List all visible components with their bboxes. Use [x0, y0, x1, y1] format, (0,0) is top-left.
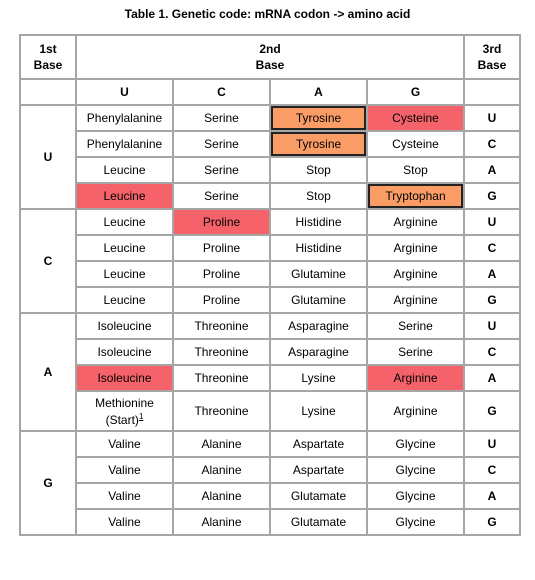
amino-acid-cell [76, 483, 173, 509]
amino-acid-cell [367, 157, 464, 183]
codon-row [20, 287, 520, 313]
amino-acid-box [174, 484, 269, 508]
amino-acid-box [271, 314, 366, 338]
third-base-label: C [464, 235, 520, 261]
third-base-label: A [464, 483, 520, 509]
amino-acid-box [271, 510, 366, 534]
amino-acid-cell [367, 209, 464, 235]
amino-acid-name: Alanine [201, 463, 242, 477]
amino-acid-name: Methionine [95, 395, 154, 410]
third-base-label: G [464, 183, 520, 209]
amino-acid-box [271, 262, 366, 286]
amino-acid-name: Glutamine [291, 293, 346, 307]
amino-acid-cell [270, 365, 367, 391]
amino-acid-box [174, 366, 269, 390]
amino-acid-cell [76, 431, 173, 457]
amino-acid-box [368, 210, 463, 234]
codon-row [20, 365, 520, 391]
amino-acid-name: Leucine [103, 241, 146, 255]
amino-acid-name: Threonine [194, 404, 249, 418]
amino-acid-name: Serine [204, 137, 239, 151]
amino-acid-box [174, 288, 269, 312]
amino-acid-name: Glycine [395, 515, 436, 529]
amino-acid-name: Stop [306, 163, 331, 177]
amino-acid-cell [270, 313, 367, 339]
amino-acid-box [368, 236, 463, 260]
amino-acid-highlight [271, 132, 366, 156]
amino-acid-name: Arginine [393, 293, 438, 307]
third-base-header [464, 35, 520, 79]
second-base-header-line2: Base [255, 58, 285, 72]
amino-acid-box [368, 314, 463, 338]
amino-acid-cell [367, 339, 464, 365]
third-base-label: A [464, 261, 520, 287]
amino-acid-cell [270, 261, 367, 287]
amino-acid-box [77, 458, 172, 482]
amino-acid-name: Asparagine [288, 345, 349, 359]
amino-acid-box [271, 236, 366, 260]
amino-acid-name: Alanine [201, 489, 242, 503]
amino-acid-cell [270, 287, 367, 313]
amino-acid-cell [76, 365, 173, 391]
amino-acid-box [368, 458, 463, 482]
amino-acid-box [368, 262, 463, 286]
amino-acid-cell [173, 431, 270, 457]
amino-acid-cell [173, 261, 270, 287]
amino-acid-box [271, 484, 366, 508]
amino-acid-cell [173, 365, 270, 391]
amino-acid-box [271, 158, 366, 182]
amino-acid-box [174, 458, 269, 482]
amino-acid-name: Isoleucine [97, 319, 152, 333]
codon-row [20, 391, 520, 431]
amino-acid-cell [270, 391, 367, 431]
amino-acid-box [271, 210, 366, 234]
amino-acid-cell [367, 287, 464, 313]
amino-acid-name: Phenylalanine [86, 137, 163, 151]
amino-acid-highlight [174, 210, 269, 234]
amino-acid-box [77, 262, 172, 286]
amino-acid-name: Lysine [301, 371, 336, 385]
amino-acid-name: Cysteine [392, 111, 439, 125]
amino-acid-cell [173, 313, 270, 339]
amino-acid-name: Histidine [295, 215, 342, 229]
third-base-label: U [464, 209, 520, 235]
codon-row [20, 457, 520, 483]
first-base-label: A [20, 313, 76, 431]
amino-acid-cell [367, 131, 464, 157]
amino-acid-name: Valine [108, 515, 141, 529]
amino-acid-name: Glycine [395, 463, 436, 477]
amino-acid-cell [76, 209, 173, 235]
third-base-label: C [464, 457, 520, 483]
second-base-letter: C [173, 79, 270, 105]
amino-acid-name: Proline [202, 241, 241, 255]
amino-acid-cell [173, 339, 270, 365]
codon-row [20, 431, 520, 457]
amino-acid-box [271, 288, 366, 312]
amino-acid-name: Cysteine [392, 137, 439, 151]
amino-acid-cell [367, 391, 464, 431]
amino-acid-box [271, 458, 366, 482]
amino-acid-highlight [368, 184, 463, 208]
amino-acid-cell [76, 509, 173, 535]
amino-acid-name: Lysine [301, 404, 336, 418]
amino-acid-box [77, 106, 172, 130]
amino-acid-cell [270, 157, 367, 183]
codon-row [20, 483, 520, 509]
codon-row [20, 131, 520, 157]
amino-acid-cell [270, 131, 367, 157]
codon-row [20, 509, 520, 535]
amino-acid-cell [173, 391, 270, 431]
amino-acid-box [174, 262, 269, 286]
amino-acid-name: Tyrosine [295, 111, 342, 125]
amino-acid-cell [76, 261, 173, 287]
amino-acid-name: Leucine [103, 163, 146, 177]
amino-acid-box [77, 314, 172, 338]
amino-acid-cell [76, 105, 173, 131]
amino-acid-name: Glycine [395, 437, 436, 451]
amino-acid-cell [173, 457, 270, 483]
blank-header-cell [464, 79, 520, 105]
first-base-label: C [20, 209, 76, 313]
amino-acid-box [368, 432, 463, 456]
amino-acid-box [174, 158, 269, 182]
genetic-code-table [19, 34, 521, 536]
amino-acid-name: Stop [403, 163, 428, 177]
amino-acid-box [77, 432, 172, 456]
codon-row [20, 183, 520, 209]
amino-acid-name: Glutamate [290, 515, 347, 529]
first-base-header-line2: Base [33, 58, 63, 72]
codon-row [20, 261, 520, 287]
amino-acid-highlight [368, 106, 463, 130]
amino-acid-cell [173, 235, 270, 261]
amino-acid-name: Serine [204, 189, 239, 203]
amino-acid-cell [367, 365, 464, 391]
amino-acid-box [77, 340, 172, 364]
amino-acid-cell [76, 391, 173, 431]
blank-header-cell [20, 79, 76, 105]
amino-acid-name: Arginine [393, 267, 438, 281]
amino-acid-box [368, 132, 463, 156]
amino-acid-name: Glycine [395, 489, 436, 503]
amino-acid-name: Glutamate [290, 489, 347, 503]
amino-acid-box [77, 510, 172, 534]
amino-acid-name: Leucine [103, 189, 146, 203]
amino-acid-cell [367, 483, 464, 509]
amino-acid-box [271, 399, 366, 423]
amino-acid-cell [270, 339, 367, 365]
amino-acid-box [174, 184, 269, 208]
third-base-label: U [464, 105, 520, 131]
amino-acid-name: Aspartate [292, 463, 345, 477]
amino-acid-box [77, 132, 172, 156]
amino-acid-cell [173, 157, 270, 183]
amino-acid-cell [367, 261, 464, 287]
second-base-letter: U [76, 79, 173, 105]
amino-acid-name: Glutamine [291, 267, 346, 281]
amino-acid-cell [270, 483, 367, 509]
amino-acid-name: Serine [398, 345, 433, 359]
amino-acid-multiline [95, 396, 154, 427]
amino-acid-cell [76, 131, 173, 157]
amino-acid-cell [270, 105, 367, 131]
amino-acid-cell [367, 105, 464, 131]
amino-acid-cell [270, 509, 367, 535]
amino-acid-cell [76, 339, 173, 365]
amino-acid-cell [76, 457, 173, 483]
amino-acid-name: Tryptophan [385, 189, 446, 203]
amino-acid-box [77, 392, 172, 430]
amino-acid-box [174, 340, 269, 364]
amino-acid-cell [76, 313, 173, 339]
amino-acid-name: Leucine [103, 293, 146, 307]
first-base-label: G [20, 431, 76, 535]
second-base-header [76, 35, 464, 79]
amino-acid-cell [270, 431, 367, 457]
amino-acid-box [174, 399, 269, 423]
amino-acid-cell [270, 457, 367, 483]
amino-acid-box [368, 510, 463, 534]
amino-acid-name: Proline [202, 293, 241, 307]
amino-acid-name: Threonine [194, 319, 249, 333]
amino-acid-name: Proline [202, 215, 241, 229]
amino-acid-name: Serine [204, 163, 239, 177]
amino-acid-name: Isoleucine [97, 371, 152, 385]
amino-acid-cell [367, 183, 464, 209]
amino-acid-cell [76, 157, 173, 183]
amino-acid-cell [367, 509, 464, 535]
codon-row [20, 235, 520, 261]
amino-acid-cell [367, 313, 464, 339]
amino-acid-cell [173, 131, 270, 157]
codon-row [20, 157, 520, 183]
third-base-label: U [464, 431, 520, 457]
amino-acid-name: Leucine [103, 215, 146, 229]
amino-acid-name: Tyrosine [295, 137, 342, 151]
amino-acid-name: Serine [204, 111, 239, 125]
codon-row [20, 209, 520, 235]
codon-row [20, 313, 520, 339]
amino-acid-name: Isoleucine [97, 345, 152, 359]
amino-acid-box [174, 314, 269, 338]
amino-acid-cell [367, 431, 464, 457]
amino-acid-highlight [368, 366, 463, 390]
amino-acid-name: Arginine [393, 404, 438, 418]
second-base-letter: G [367, 79, 464, 105]
amino-acid-box [368, 340, 463, 364]
amino-acid-box [368, 158, 463, 182]
third-base-label: U [464, 313, 520, 339]
third-base-label: G [464, 287, 520, 313]
amino-acid-box [271, 340, 366, 364]
amino-acid-name: Asparagine [288, 319, 349, 333]
amino-acid-box [174, 106, 269, 130]
amino-acid-name: Threonine [194, 345, 249, 359]
amino-acid-cell [270, 235, 367, 261]
amino-acid-note: (Start) [105, 412, 139, 427]
amino-acid-highlight [77, 366, 172, 390]
second-base-header-line1: 2nd [259, 42, 281, 56]
third-base-label: C [464, 339, 520, 365]
amino-acid-box [77, 288, 172, 312]
amino-acid-name: Valine [108, 437, 141, 451]
amino-acid-cell [367, 235, 464, 261]
amino-acid-box [368, 399, 463, 423]
amino-acid-name: Leucine [103, 267, 146, 281]
amino-acid-cell [173, 483, 270, 509]
amino-acid-cell [367, 457, 464, 483]
amino-acid-name: Threonine [194, 371, 249, 385]
codon-row [20, 105, 520, 131]
third-base-label: C [464, 131, 520, 157]
amino-acid-name: Serine [398, 319, 433, 333]
amino-acid-cell [270, 209, 367, 235]
amino-acid-highlight [271, 106, 366, 130]
codon-row [20, 339, 520, 365]
amino-acid-name: Histidine [295, 241, 342, 255]
amino-acid-box [77, 236, 172, 260]
amino-acid-box [271, 366, 366, 390]
amino-acid-name: Alanine [201, 515, 242, 529]
amino-acid-box [271, 184, 366, 208]
amino-acid-name: Stop [306, 189, 331, 203]
third-base-label: G [464, 509, 520, 535]
amino-acid-cell [173, 209, 270, 235]
amino-acid-cell [76, 287, 173, 313]
third-base-header-line2: Base [477, 58, 507, 72]
amino-acid-box [368, 484, 463, 508]
amino-acid-box [174, 132, 269, 156]
amino-acid-box [174, 510, 269, 534]
third-base-label: A [464, 365, 520, 391]
amino-acid-name: Proline [202, 267, 241, 281]
amino-acid-cell [76, 183, 173, 209]
amino-acid-cell [173, 287, 270, 313]
second-base-letter: A [270, 79, 367, 105]
amino-acid-cell [173, 509, 270, 535]
header-row [20, 35, 520, 79]
amino-acid-box [77, 484, 172, 508]
amino-acid-name: Valine [108, 489, 141, 503]
third-base-label: G [464, 391, 520, 431]
third-base-header-line1: 3rd [482, 42, 502, 56]
amino-acid-name: Arginine [393, 241, 438, 255]
amino-acid-name: Alanine [201, 437, 242, 451]
table-caption: Table 1. Genetic code: mRNA codon -> amino acid [124, 7, 411, 21]
amino-acid-name: Aspartate [292, 437, 345, 451]
amino-acid-name: Arginine [393, 215, 438, 229]
amino-acid-cell [76, 235, 173, 261]
third-base-label: A [464, 157, 520, 183]
first-base-header [20, 35, 76, 79]
first-base-label: U [20, 105, 76, 209]
amino-acid-cell [173, 183, 270, 209]
amino-acid-cell [270, 183, 367, 209]
amino-acid-name: Valine [108, 463, 141, 477]
amino-acid-cell [173, 105, 270, 131]
second-base-letter-row [20, 79, 520, 105]
first-base-header-line1: 1st [39, 42, 57, 56]
amino-acid-box [174, 236, 269, 260]
amino-acid-highlight [77, 184, 172, 208]
amino-acid-name: Arginine [393, 371, 438, 385]
amino-acid-name: Phenylalanine [86, 111, 163, 125]
amino-acid-box [77, 158, 172, 182]
amino-acid-box [271, 432, 366, 456]
amino-acid-box [368, 288, 463, 312]
amino-acid-box [77, 210, 172, 234]
amino-acid-box [174, 432, 269, 456]
footnote-link[interactable]: 1 [138, 411, 144, 421]
